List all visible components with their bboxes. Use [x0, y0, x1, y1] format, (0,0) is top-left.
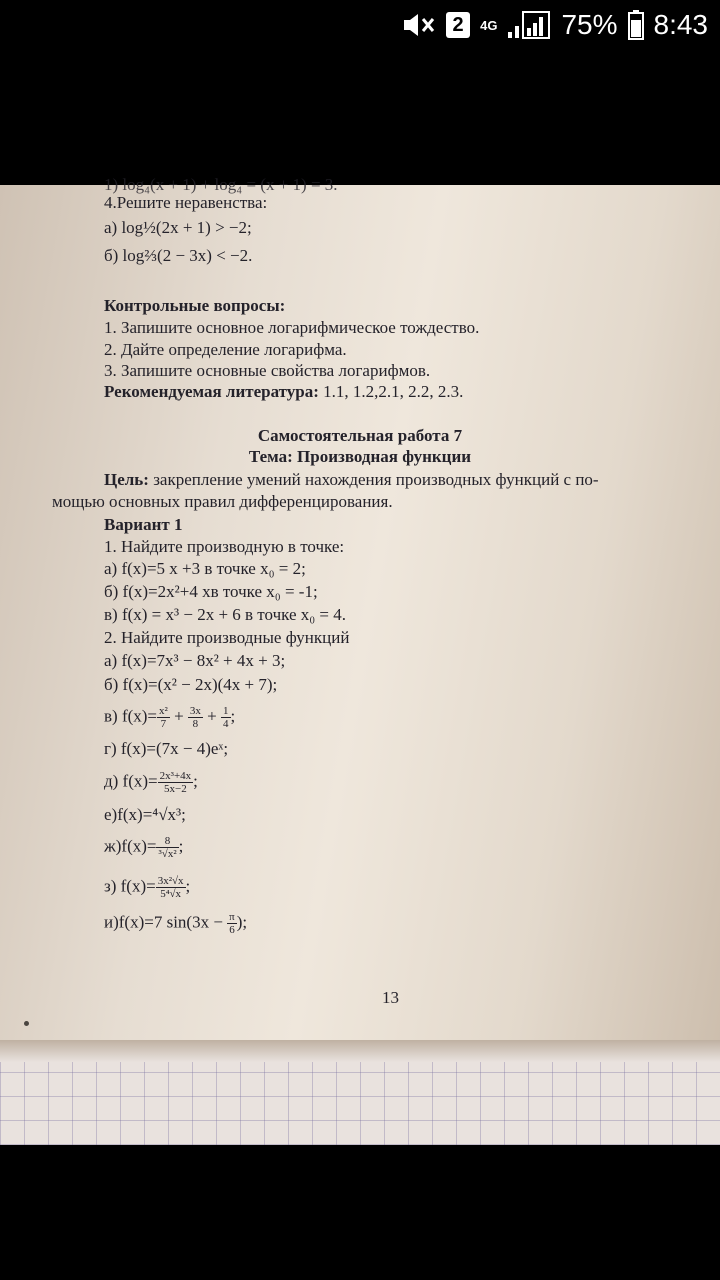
exercise-2d: г) f(x)=(7x − 4)eˣ;	[104, 739, 229, 758]
fraction	[158, 770, 194, 795]
textbook-photo	[0, 175, 720, 1145]
sim-badge: 2	[446, 12, 470, 38]
literature-value: 1.1, 1.2,2.1, 2.2, 2.3.	[323, 382, 464, 401]
control-question-3: 3. Запишите основные свойства логарифмов.	[104, 361, 431, 380]
goal-line-1	[104, 470, 599, 490]
network-type-label: 4G	[480, 17, 498, 33]
exercise-2b: б) f(x)=(x² − 2x)(4x + 7);	[104, 675, 278, 694]
denominator: 5x−2	[164, 783, 187, 795]
denominator: ³√x²	[158, 848, 177, 860]
network-type-icon	[480, 19, 497, 32]
fraction	[227, 911, 237, 936]
numerator: 1	[223, 705, 229, 717]
numerator: 2x³+4x	[159, 770, 192, 782]
exercise-2h-prefix: з) f(x)=	[104, 876, 156, 896]
exercise-2i	[104, 911, 247, 936]
denominator: 8	[192, 718, 199, 730]
numerator: 3x²√x	[157, 875, 184, 887]
exercise-2h: з) f(x)= $\frac{\text{3x²√x}}{\text{5⁴√x}}$ ;	[104, 875, 191, 900]
status-bar	[0, 0, 720, 50]
exercise-1b: б) f(x)=2x²+4 xв точке x₀ = -1;	[104, 582, 318, 601]
work-title: Самостоятельная работа 7	[257, 426, 463, 445]
task4-a: а) log½(2x + 1) > −2;	[104, 218, 252, 237]
exercise-1a: а) f(x)=5 x +3 в точке x₀ = 2;	[104, 559, 306, 578]
exercise-2g: ж)f(x)= $\frac{8}{\text{³√x²}}$ ;	[104, 835, 184, 860]
topic-title: Тема: Производная функции	[248, 447, 472, 466]
goal-text: закрепление умений нахождения производных функций с по-	[153, 470, 599, 489]
clock: 8:43	[653, 9, 708, 40]
exercise-1: 1. Найдите производную в точке:	[104, 537, 345, 556]
bottom-letterbox	[0, 1145, 720, 1280]
numerator: 8	[156, 835, 178, 848]
exercise-2f: е)f(x)=⁴√x³;	[104, 805, 186, 824]
variant-title: Вариант 1	[104, 515, 183, 534]
exercise-2g-prefix: ж)f(x)=	[104, 836, 157, 856]
exercise-2e: д) f(x)= $\frac{\text{2x³+4x}}{5x-2}$ ;	[104, 770, 198, 795]
numerator: 3x	[189, 705, 201, 717]
page-number: 13	[382, 988, 399, 1007]
denominator: 4	[223, 718, 229, 730]
exercise-2c: в) f(x)= $\frac{\text{x²}}{7}$ + $\frac{3x}{8}$ + $\frac{1}{4}$ ;	[104, 705, 236, 730]
battery-icon	[628, 10, 644, 40]
exercise-1c: в) f(x) = x³ − 2x + 6 в точке x₀ = 4.	[104, 605, 347, 624]
literature-label: Рекомендуемая литература:	[104, 382, 319, 401]
exercise-2e-prefix: д) f(x)=	[104, 771, 158, 791]
signal-strength-icon	[507, 10, 551, 40]
denominator: 6	[229, 924, 235, 936]
fraction	[156, 835, 178, 860]
task4-heading: 4.Решите неравенства:	[104, 193, 268, 212]
control-question-2: 2. Дайте определение логарифма.	[104, 340, 347, 359]
mute-vibrate-icon	[402, 11, 436, 39]
battery-percent: 75%	[561, 9, 618, 40]
paper-speck	[24, 1021, 29, 1026]
exercise-2i-prefix: и)f(x)=7 sin(3x −	[104, 912, 223, 932]
denominator: 5⁴√x	[160, 888, 182, 900]
numerator: π	[229, 911, 235, 923]
exercise-2: 2. Найдите производные функций	[104, 628, 350, 647]
goal-label: Цель:	[104, 470, 149, 489]
control-question-1: 1. Запишите основное логарифмическое тождество.	[104, 318, 480, 337]
numerator: x²	[159, 705, 168, 717]
literature-line	[104, 382, 463, 402]
goal-line-2: мощью основных правил дифференцирования.	[52, 492, 393, 511]
task4-b: б) log⅔(2 − 3x) < −2.	[104, 246, 253, 265]
control-questions-title: Контрольные вопросы:	[104, 296, 286, 315]
denominator: 7	[160, 718, 167, 730]
fraction	[157, 705, 170, 730]
exercise-2c-prefix: в) f(x)=	[104, 706, 158, 726]
fraction	[156, 875, 186, 900]
exercise-2i-suffix: );	[236, 912, 248, 932]
fraction	[221, 705, 231, 730]
fraction	[188, 705, 203, 730]
cut-line: 1) log₄(x + 1) + log₄ = (x + 1) = 3.	[104, 175, 338, 194]
grid-paper	[0, 1040, 720, 1145]
exercise-2a: а) f(x)=7x³ − 8x² + 4x + 3;	[104, 651, 286, 670]
